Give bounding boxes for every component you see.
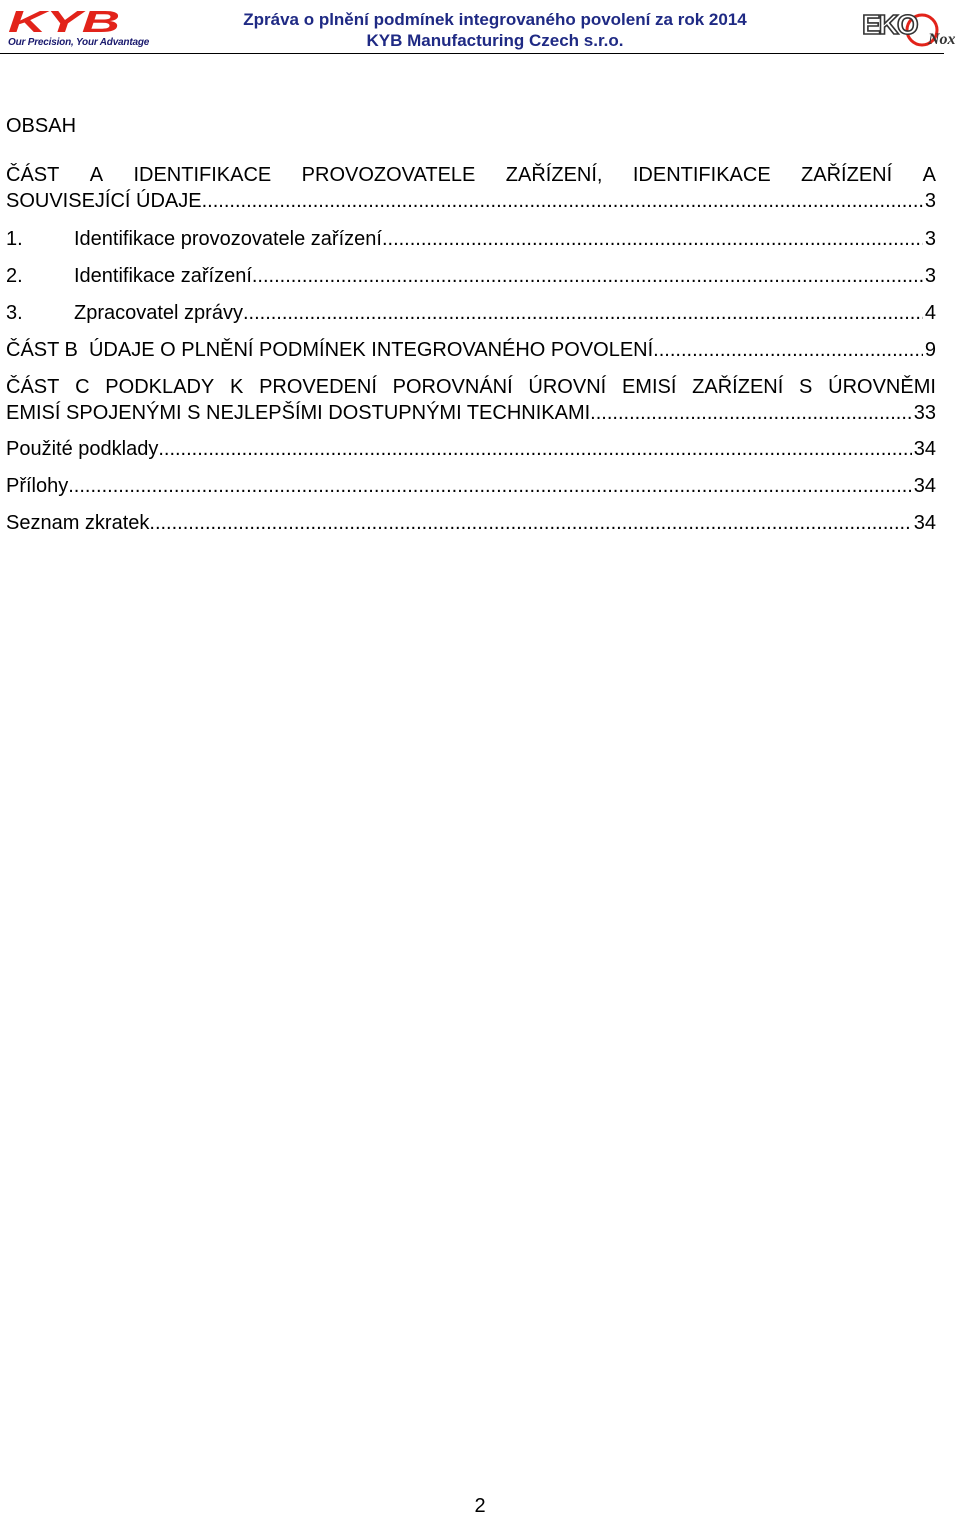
toc-entry-text: Přílohy [6,475,69,497]
kyb-logo-mark [6,6,126,36]
toc-extra-item[interactable] [6,437,936,461]
header-title-line2: KYB Manufacturing Czech s.r.o. [366,31,624,50]
toc-item[interactable] [6,264,936,288]
toc-heading-word: EMISÍ [621,376,677,398]
toc-leader-dots [68,474,912,498]
page-header [0,0,960,56]
kyb-logo [6,6,150,50]
toc-item[interactable] [6,301,936,325]
toc-part-c-line2[interactable] [6,401,936,425]
toc-part-b[interactable] [6,338,936,362]
toc-heading-word: ÚROVNÍ [528,376,607,398]
svg-text:KYB: KYB [8,6,120,36]
toc-leader-dots [202,189,923,213]
toc-item-number: 2. [6,265,23,287]
toc-item-number: 1. [6,228,23,250]
toc-heading-word: S [799,376,813,398]
toc-page-number: 4 [924,302,936,324]
kyb-tagline: Our Precision, Your Advantage [8,37,150,48]
toc-part-a-line2[interactable] [6,189,936,213]
toc-leader-dots [382,227,923,251]
toc-page-number: 33 [913,402,936,424]
toc-heading-word: A [89,164,104,186]
toc-item[interactable] [6,227,936,251]
toc-leader-dots [590,401,912,425]
toc-leader-dots [243,301,923,325]
toc-page-number: 9 [924,339,936,361]
toc-heading-word: K [229,376,244,398]
toc-heading-word: ČÁST [6,376,60,398]
toc-heading-word: IDENTIFIKACE [632,164,771,186]
toc-heading-word: IDENTIFIKACE [133,164,272,186]
toc-page-number: 3 [924,190,936,212]
toc-leader-dots [252,264,923,288]
toc-page-number: 34 [913,512,936,534]
toc-leader-dots [653,338,923,362]
toc-extra-item[interactable] [6,511,936,535]
toc-entry-text: EMISÍ SPOJENÝMI S NEJLEPŠÍMI DOSTUPNÝMI TECHNIKAMI [6,402,591,424]
toc-heading-word: ÚROVNĚMI [828,376,936,398]
toc-heading-word: ČÁST [6,164,60,186]
svg-text:Nox: Nox [928,31,956,48]
toc-title: OBSAH [6,115,77,137]
toc-page-number: 3 [924,265,936,287]
toc-extra-item[interactable] [6,474,936,498]
toc-entry-text: ČÁST B ÚDAJE O PLNĚNÍ PODMÍNEK INTEGROVANÉHO POVOLENÍ [6,339,654,361]
toc-entry-text: Zpracovatel zprávy [74,302,243,324]
toc-heading-word: PROVOZOVATELE [301,164,476,186]
header-divider [0,53,944,54]
toc-entry-text: SOUVISEJÍCÍ ÚDAJE [6,190,202,212]
toc-leader-dots [149,511,911,535]
toc-heading-word: ZAŘÍZENÍ [692,376,784,398]
toc-heading-word: A [922,164,936,186]
toc-page-number: 3 [924,228,936,250]
toc-entry-text: Identifikace zařízení [74,265,252,287]
toc-heading-word: POROVNÁNÍ [392,376,513,398]
toc-entry-text: Seznam zkratek [6,512,150,534]
toc-heading-word: ZAŘÍZENÍ [801,164,893,186]
toc-part-c-line1[interactable] [6,375,936,399]
toc-heading-word: PROVEDENÍ [259,376,377,398]
toc-leader-dots [158,437,911,461]
toc-entry-text: Použité podklady [6,438,159,460]
toc-part-a-line1[interactable] [6,163,936,187]
toc-page-number: 34 [913,438,936,460]
toc-entry-text: Identifikace provozovatele zařízení [74,228,382,250]
toc-heading-word: C [75,376,90,398]
svg-text:EKO: EKO [862,9,917,40]
toc-heading-word: PODKLADY [105,376,215,398]
header-title-line1: Zpráva o plnění podmínek integrovaného povolení za rok 2014 [243,10,747,29]
toc-page-number: 34 [913,475,936,497]
page-number: 2 [474,1495,486,1517]
toc-item-number: 3. [6,302,23,324]
eko-nox-logo [862,6,958,48]
toc-heading-word: ZAŘÍZENÍ, [505,164,603,186]
